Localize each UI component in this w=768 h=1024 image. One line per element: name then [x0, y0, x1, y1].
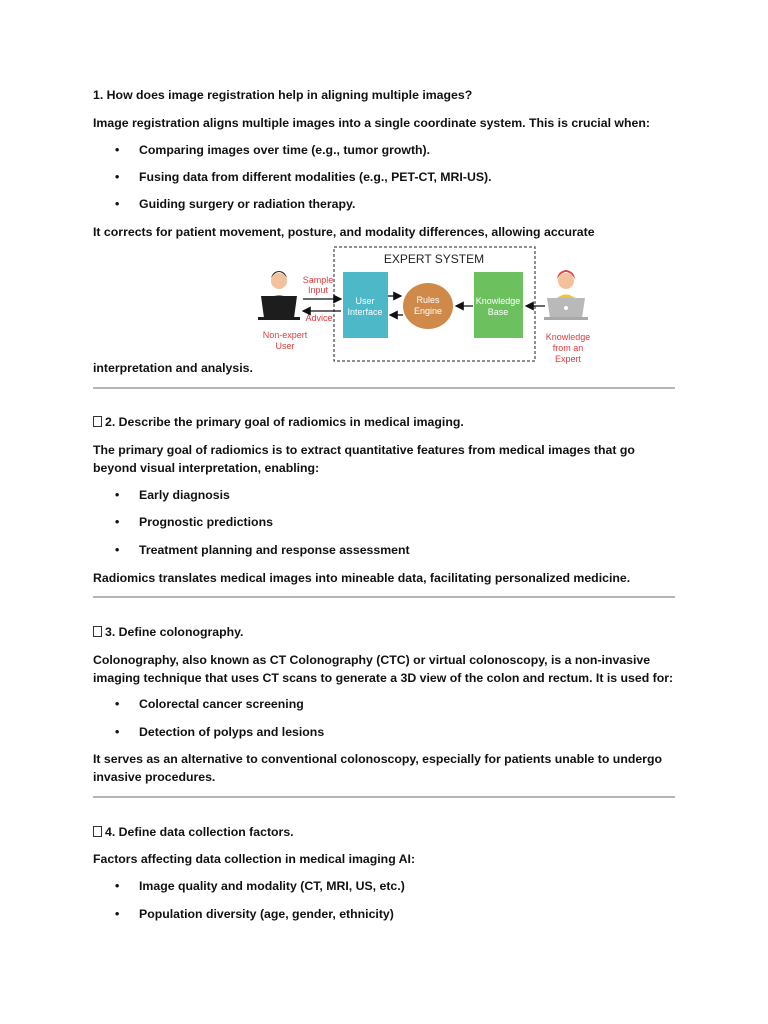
bullet-dot: •: [115, 515, 120, 529]
knowledge-expert-label: Knowledge: [545, 332, 591, 342]
non-expert-label: Non-expert: [262, 330, 308, 340]
q1-closing-end: interpretation and analysis.: [93, 361, 253, 375]
bullet-dot: •: [115, 907, 120, 921]
bullet-text: Colorectal cancer screening: [139, 697, 304, 711]
expert-system-figure: [252, 243, 598, 369]
q2-heading-line: [93, 414, 464, 432]
non-expert-label-2: User: [275, 341, 295, 351]
q4-heading: 4. Define data collection factors.: [105, 825, 294, 839]
bullet-text: Guiding surgery or radiation therapy.: [139, 197, 356, 211]
bullet-text: Detection of polyps and lesions: [139, 725, 325, 739]
missing-glyph-icon: [93, 416, 102, 427]
bullet-text: Treatment planning and response assessment: [139, 543, 410, 557]
sample-input-label: Sample: [302, 275, 334, 285]
q1-intro: Image registration aligns multiple images into a single coordinate system. This is crucial when:: [93, 116, 650, 130]
q3-intro: Colonography, also known as CT Colonography (CTC) or virtual colonoscopy, is a non-invasive imaging technique that uses CT scans to generate a 3D view of the colon and rectum. It is used for:: [93, 653, 674, 685]
rules-engine-label: Rules: [416, 295, 440, 305]
q1-heading: 1. How does image registration help in aligning multiple images?: [93, 88, 473, 102]
bullet-dot: •: [115, 143, 120, 157]
q3-heading: 3. Define colonography.: [105, 625, 244, 639]
bullet-text: Population diversity (age, gender, ethnicity): [139, 907, 394, 921]
missing-glyph-icon: [93, 626, 102, 637]
bullet-dot: •: [115, 543, 120, 557]
bullet-dot: •: [115, 197, 120, 211]
knowledge-expert-label-3: Expert: [554, 354, 582, 364]
bullet-text: Early diagnosis: [139, 488, 230, 502]
bullet-dot: •: [115, 725, 120, 739]
q1-closing-start: It corrects for patient movement, posture, and modality differences, allowing accurate: [93, 225, 595, 239]
user-interface-label-2: Interface: [347, 307, 383, 317]
sample-input-label-2: Input: [307, 285, 329, 295]
expert-icon: [544, 270, 588, 320]
section-divider: [93, 387, 675, 389]
non-expert-user-icon: [258, 271, 300, 320]
expert-system-title: EXPERT SYSTEM: [383, 252, 485, 266]
advice-label: Advice: [305, 313, 333, 323]
section-divider: [93, 596, 675, 598]
bullet-dot: •: [115, 879, 120, 893]
q4-intro: Factors affecting data collection in medical imaging AI:: [93, 852, 416, 866]
q2-heading: 2. Describe the primary goal of radiomics in medical imaging.: [105, 415, 464, 429]
bullet-text: Prognostic predictions: [139, 515, 273, 529]
bullet-text: Fusing data from different modalities (e.g., PET-CT, MRI-US).: [139, 170, 492, 184]
knowledge-expert-label-2: from an: [552, 343, 584, 353]
q2-intro: The primary goal of radiomics is to extract quantitative features from medical images that go beyond visual interpretation, enabling:: [93, 443, 635, 475]
bullet-dot: •: [115, 488, 120, 502]
section-divider: [93, 796, 675, 798]
knowledge-base-label: Knowledge: [475, 296, 521, 306]
user-interface-label: User: [355, 296, 375, 306]
bullet-text: Image quality and modality (CT, MRI, US, etc.): [139, 879, 405, 893]
q2-closing: Radiomics translates medical images into mineable data, facilitating personalized medicine.: [93, 571, 631, 585]
bullet-dot: •: [115, 697, 120, 711]
bullet-dot: •: [115, 170, 120, 184]
q4-heading-line: [93, 824, 294, 842]
q3-heading-line: [93, 624, 243, 642]
q3-closing: It serves as an alternative to conventional colonoscopy, especially for patients unable to undergo invasive procedures.: [93, 752, 662, 784]
knowledge-base-label-2: Base: [487, 307, 509, 317]
bullet-text: Comparing images over time (e.g., tumor growth).: [139, 143, 431, 157]
missing-glyph-icon: [93, 826, 102, 837]
rules-engine-label-2: Engine: [413, 306, 443, 316]
